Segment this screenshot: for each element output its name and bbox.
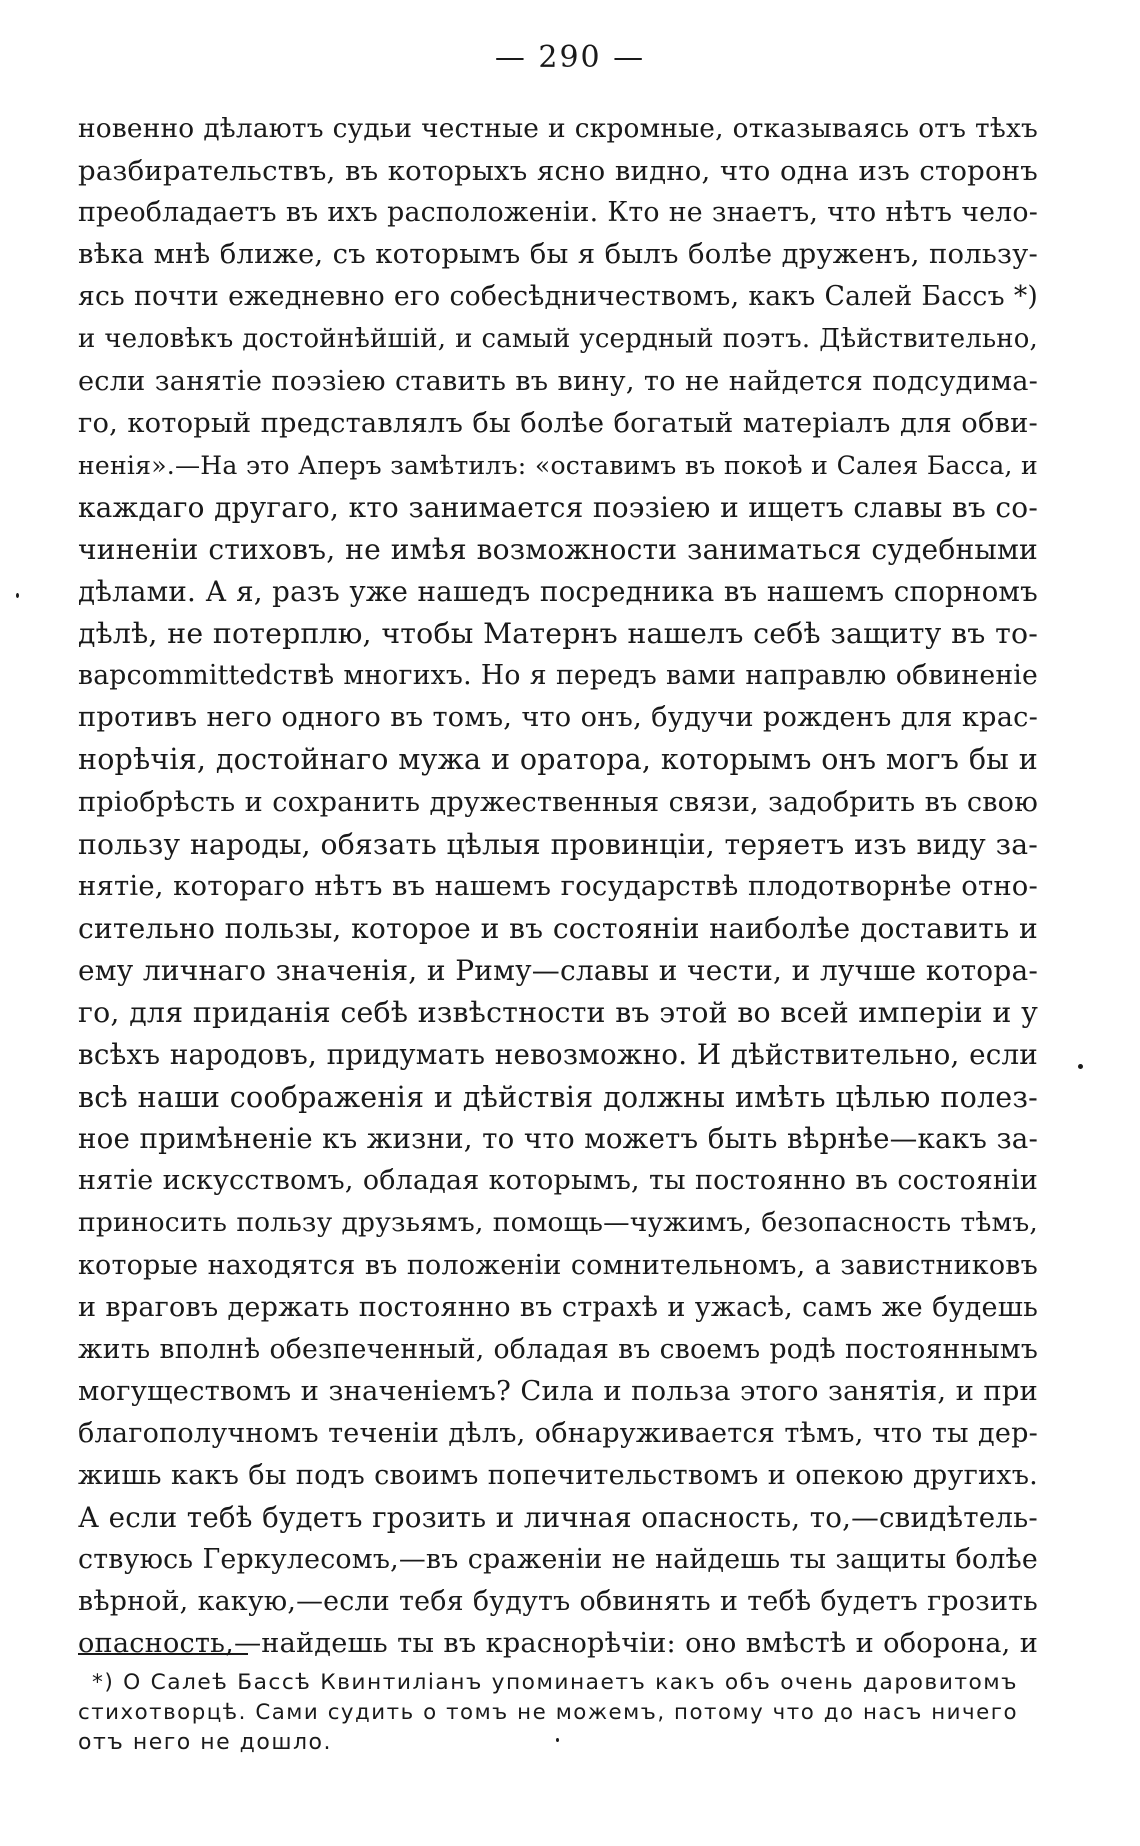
print-speck [16,593,19,598]
text-line: каждаго другаго, кто занимается поэзіею и ищетъ славы въ со- [78,490,1038,524]
text-line: приносить пользу друзьямъ, помощь—чужимъ, безопасность тѣмъ, [78,1207,1038,1239]
text-line: варcommittedствѣ многихъ. Но я передъ вами направлю обвиненіе [78,660,1038,692]
text-line: жить вполнѣ обезпеченный, обладая въ своемъ родѣ постояннымъ [78,1333,1038,1365]
print-speck [1078,1064,1083,1069]
text-line: преобладаетъ въ ихъ расположеніи. Кто не знаетъ, что нѣтъ чело- [78,197,1038,229]
text-line: го, для приданія себѣ извѣстности въ этой во всей имперіи и у [78,995,1038,1029]
text-line: ствуюсь Геркулесомъ,—въ сраженіи не найдешь ты защиты болѣе [78,1544,1038,1576]
text-line: которые находятся въ положеніи сомнительномъ, а завистниковъ [78,1249,1038,1281]
text-line: пользу народы, обязать цѣлыя провинціи, теряетъ изъ виду за- [78,827,1038,861]
text-line: чиненіи стиховъ, не имѣя возможности заниматься судебными [78,532,1038,566]
text-line: нятіе искусствомъ, обладая которымъ, ты постоянно въ состояніи [78,1165,1038,1197]
page-number: — 290 — [494,40,646,75]
text-line: сительно пользы, которое и въ состояніи наиболѣе доставить и [78,911,1038,945]
text-line: могуществомъ и значеніемъ? Сила и польза этого занятія, и при [78,1375,1038,1407]
text-line: ненія».—На это Аперъ замѣтилъ: «оставимъ въ покоѣ и Салея Басса, и [78,450,1038,480]
text-line: противъ него одного въ томъ, что онъ, будучи рожденъ для крас- [78,702,1038,734]
text-line: если занятіе поэзіею ставить въ вину, то не найдется подсудима- [78,365,1038,397]
text-line: разбирательствъ, въ которыхъ ясно видно, что одна изъ сторонъ [78,155,1038,188]
text-line: ное примѣненіе къ жизни, то что можетъ быть вѣрнѣе—какъ за- [78,1122,1038,1156]
text-line: всѣ наши соображенія и дѣйствія должны имѣть цѣлью полез- [78,1080,1038,1115]
text-line: опасность,—найдешь ты въ краснорѣчіи: оно вмѣстѣ и оборона, и [78,1628,1038,1660]
text-line: и человѣкъ достойнѣйшій, и самый усердный поэтъ. Дѣйствительно, [78,324,1038,355]
body-text [78,108,1038,1665]
text-line: пріобрѣсть и сохранить дружественныя связи, задобрить въ свою [78,786,1038,818]
text-line: новенно дѣлаютъ судьи честные и скромные, отказываясь отъ тѣхъ [78,114,1038,144]
text-line: жишь какъ бы подъ своимъ попечительствомъ и опекою другихъ. [78,1460,1038,1491]
text-line: вѣка мнѣ ближе, съ которымъ бы я былъ болѣе друженъ, пользу- [78,239,1038,271]
footnote-line: стихотворцѣ. Сами судить о томъ не можемъ, потому что до насъ ничего [78,1700,1018,1725]
text-line: А если тебѣ будетъ грозить и личная опасность, то,—свидѣтель- [78,1501,1038,1535]
text-line: вѣрной, какую,—если тебя будутъ обвинять и тебѣ будетъ грозить [78,1586,1038,1618]
text-line: го, который представлялъ бы болѣе богатый матеріалъ для обви- [78,407,1038,439]
text-line: ясь почти ежедневно его собесѣдничествомъ, какъ Салей Бассъ *) [78,281,1038,313]
footnote [78,1668,1018,1758]
text-line: ему личнаго значенія, и Риму—славы и чести, и лучше котора- [78,953,1038,987]
text-line: благополучномъ теченіи дѣлъ, обнаруживается тѣмъ, что ты дер- [78,1417,1038,1449]
text-line: всѣхъ народовъ, придумать невозможно. И дѣйствительно, если [78,1038,1038,1072]
text-line: и враговъ держать постоянно въ страхѣ и ужасѣ, самъ же будешь [78,1291,1038,1323]
print-speck [556,1738,559,1742]
footnote-line: *) О Салеѣ Бассѣ Квинтиліанъ упоминаетъ какъ объ очень даровитомъ [92,1670,1018,1695]
text-line: норѣчія, достойнаго мужа и оратора, которымъ онъ могъ бы и [78,743,1038,777]
text-line: дѣлѣ, не потерплю, чтобы Матернъ нашелъ себѣ защиту въ то- [78,617,1038,651]
text-line: нятіе, котораго нѣтъ въ нашемъ государствѣ плодотворнѣе отно- [78,870,1038,902]
text-line: дѣлами. А я, разъ уже нашедъ посредника въ нашемъ спорномъ [78,575,1038,609]
footnote-line: отъ него не дошло. [78,1730,332,1755]
footnote-rule [78,1653,248,1655]
